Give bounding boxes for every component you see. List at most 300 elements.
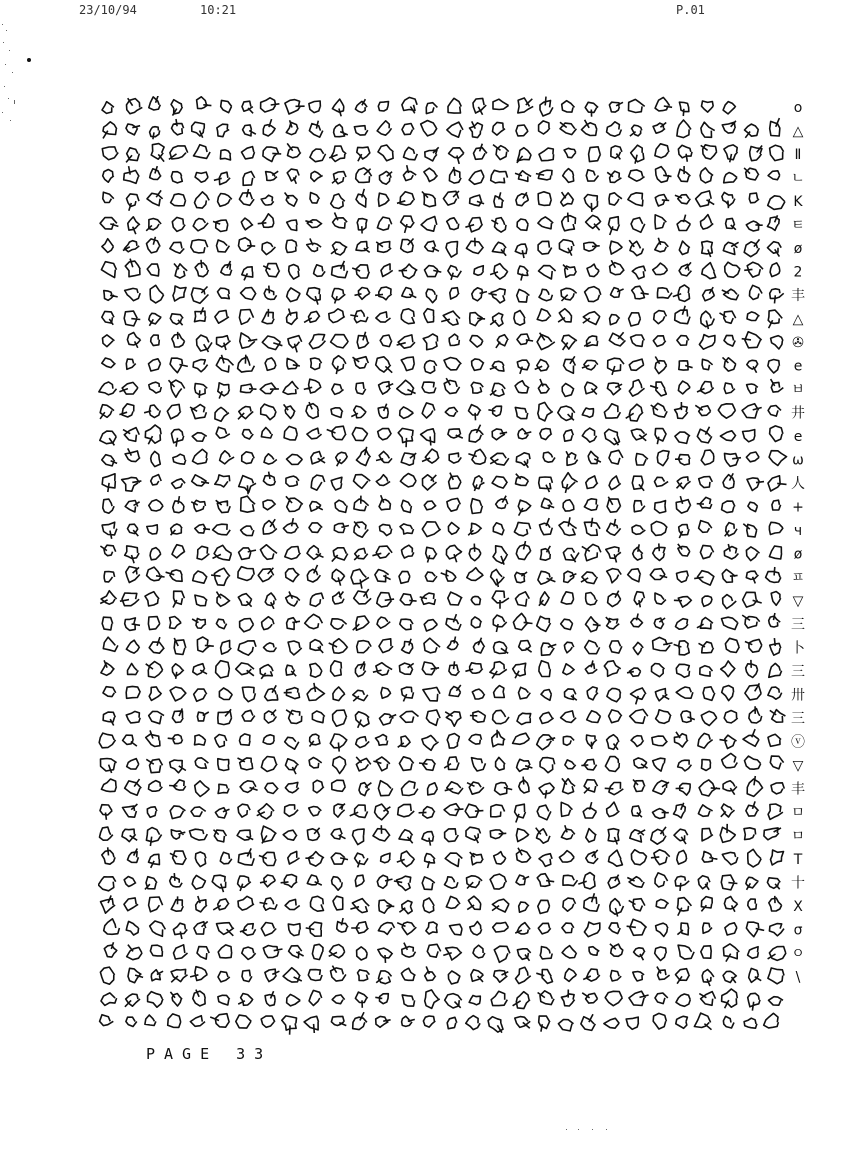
script-glyph: [450, 924, 463, 935]
script-glyph: [611, 146, 622, 160]
script-glyph: [353, 690, 368, 701]
script-glyph: [770, 289, 784, 304]
script-glyph: [356, 447, 370, 466]
script-glyph: [146, 219, 161, 231]
script-glyph: [445, 853, 462, 866]
script-glyph: [260, 383, 279, 394]
script-glyph: [769, 896, 782, 911]
script-glyph: [720, 311, 736, 323]
script-glyph: [585, 102, 598, 116]
script-glyph: [124, 311, 140, 326]
script-glyph: [422, 522, 440, 537]
script-glyph: [722, 569, 737, 582]
script-glyph: [631, 688, 646, 704]
script-glyph: [221, 261, 232, 275]
script-glyph: [564, 430, 574, 441]
script-glyph: [472, 288, 487, 301]
script-glyph: [701, 711, 717, 725]
script-glyph: [541, 690, 551, 701]
script-glyph: [264, 286, 276, 300]
script-glyph: [103, 335, 115, 347]
margin-symbol: 三: [791, 711, 805, 727]
script-glyph: [749, 968, 762, 982]
script-glyph: [286, 569, 300, 582]
bottom-scan-mark: [566, 1116, 616, 1118]
script-glyph: [193, 449, 208, 464]
script-glyph: [748, 849, 761, 867]
script-glyph: [218, 709, 232, 724]
script-glyph: [653, 809, 669, 819]
script-glyph: [653, 123, 666, 134]
script-glyph: [375, 287, 392, 300]
script-glyph: [723, 1016, 734, 1028]
script-glyph: [629, 99, 645, 112]
script-glyph: [125, 501, 139, 513]
script-glyph: [700, 545, 713, 558]
script-glyph: [353, 357, 369, 369]
script-glyph: [703, 923, 712, 933]
script-glyph: [192, 875, 206, 889]
script-glyph: [609, 710, 622, 723]
script-glyph: [288, 336, 302, 353]
script-glyph: [424, 638, 440, 653]
script-glyph: [195, 172, 208, 182]
script-glyph: [148, 992, 163, 1008]
script-glyph: [123, 735, 137, 746]
script-glyph: [126, 640, 139, 653]
script-glyph: [173, 591, 184, 607]
script-glyph: [584, 499, 597, 510]
script-glyph: [308, 970, 322, 981]
script-glyph: [210, 1014, 229, 1027]
script-glyph: [539, 148, 554, 161]
script-glyph: [445, 712, 461, 727]
script-glyph: [631, 429, 646, 441]
script-glyph: [242, 970, 252, 981]
script-glyph: [238, 641, 256, 655]
script-glyph: [678, 760, 692, 771]
script-glyph: [655, 947, 667, 961]
script-glyph: [242, 267, 253, 281]
script-glyph: [257, 804, 274, 819]
script-glyph: [373, 663, 392, 676]
script-glyph: [679, 361, 693, 370]
script-glyph: [750, 285, 763, 299]
script-glyph: [375, 804, 391, 820]
script-glyph: [537, 616, 551, 631]
script-glyph: [515, 923, 530, 934]
script-glyph: [265, 358, 276, 370]
script-glyph: [676, 783, 691, 795]
script-glyph: [653, 781, 669, 795]
script-glyph: [266, 171, 279, 180]
script-glyph: [768, 242, 782, 257]
script-glyph: [771, 592, 781, 606]
script-glyph: [332, 548, 348, 562]
script-glyph: [607, 171, 621, 182]
script-glyph: [401, 239, 414, 253]
script-glyph: [515, 381, 529, 393]
script-glyph: [652, 736, 668, 746]
script-glyph: [127, 194, 140, 211]
script-glyph: [519, 641, 532, 653]
script-glyph: [147, 807, 157, 818]
script-glyph: [102, 358, 116, 368]
script-glyph: [283, 968, 302, 982]
script-glyph: [491, 991, 507, 1005]
script-glyph: [285, 737, 299, 749]
margin-symbol: 2: [793, 264, 803, 281]
margin-symbol: ▽: [792, 593, 804, 610]
script-glyph: [286, 476, 299, 486]
script-glyph: [307, 288, 321, 305]
script-glyph: [394, 876, 411, 890]
script-glyph: [441, 570, 457, 581]
script-glyph: [702, 760, 711, 771]
script-glyph: [305, 614, 323, 628]
script-glyph: [656, 923, 668, 936]
script-glyph: [285, 782, 298, 792]
script-glyph: [238, 896, 254, 910]
script-glyph: [471, 382, 483, 393]
script-glyph: [419, 760, 436, 771]
script-glyph: [149, 854, 160, 868]
script-glyph: [744, 239, 759, 256]
script-glyph: [586, 476, 598, 489]
script-glyph: [723, 971, 737, 983]
script-glyph: [171, 100, 182, 116]
script-glyph: [632, 806, 642, 817]
script-glyph: [332, 995, 344, 1004]
script-glyph: [679, 102, 688, 116]
script-glyph: [494, 192, 504, 207]
script-glyph: [540, 518, 553, 535]
script-glyph: [239, 476, 256, 495]
script-glyph: [492, 429, 507, 440]
script-glyph: [471, 617, 481, 628]
script-glyph: [381, 853, 391, 863]
script-glyph: [150, 921, 166, 936]
script-glyph: [399, 830, 413, 844]
script-glyph: [378, 948, 393, 963]
script-glyph: [695, 405, 710, 415]
script-glyph: [652, 664, 665, 677]
script-glyph: [218, 972, 230, 982]
script-glyph: [307, 875, 322, 885]
script-glyph: [355, 712, 369, 728]
script-glyph: [102, 847, 115, 864]
script-glyph: [221, 100, 232, 112]
margin-symbol: ч: [793, 523, 803, 539]
script-glyph: [582, 120, 597, 136]
script-glyph: [768, 687, 782, 699]
script-glyph: [608, 591, 621, 607]
script-glyph: [676, 969, 690, 984]
script-glyph: [657, 967, 670, 980]
script-glyph: [310, 640, 323, 653]
script-glyph: [402, 943, 416, 958]
script-glyph: [400, 619, 413, 630]
script-glyph: [655, 195, 669, 207]
script-glyph: [513, 992, 530, 1009]
script-glyph: [516, 967, 531, 983]
script-glyph: [447, 122, 463, 137]
script-glyph: [496, 496, 508, 509]
script-glyph: [329, 945, 345, 958]
script-glyph: [356, 737, 370, 748]
script-glyph: [125, 994, 140, 1007]
script-glyph: [610, 260, 625, 274]
script-glyph: [445, 877, 458, 889]
script-glyph: [539, 121, 550, 134]
script-glyph: [768, 406, 781, 417]
script-glyph: [174, 264, 187, 279]
script-glyph: [304, 1016, 318, 1033]
script-glyph: [173, 286, 186, 301]
script-glyph: [261, 195, 274, 205]
script-glyph: [630, 125, 642, 136]
script-glyph: [678, 945, 694, 959]
script-glyph: [331, 194, 345, 209]
script-glyph: [195, 595, 207, 606]
script-glyph: [723, 595, 737, 609]
script-glyph: [284, 805, 298, 817]
script-glyph: [218, 194, 232, 207]
script-glyph: [653, 1013, 666, 1029]
script-glyph: [351, 569, 369, 588]
script-glyph: [449, 334, 459, 345]
script-glyph: [426, 710, 440, 725]
script-glyph: [725, 523, 737, 537]
script-glyph: [516, 848, 531, 862]
script-glyph: [333, 213, 348, 229]
script-glyph: [260, 545, 277, 560]
script-glyph: [171, 969, 187, 982]
script-glyph: [722, 753, 738, 767]
script-glyph: [381, 264, 393, 277]
script-glyph: [651, 521, 667, 535]
script-glyph: [650, 382, 666, 396]
script-glyph: [216, 500, 231, 512]
script-glyph: [540, 947, 552, 959]
script-glyph: [443, 947, 462, 960]
margin-symbol: 卜: [791, 640, 805, 657]
script-glyph: [172, 217, 185, 231]
script-glyph: [467, 896, 481, 909]
script-glyph: [331, 477, 342, 490]
script-glyph: [333, 757, 346, 774]
script-glyph: [331, 335, 349, 348]
script-glyph: [582, 428, 596, 442]
script-glyph: [122, 477, 142, 491]
script-glyph: [376, 312, 391, 322]
script-glyph: [627, 877, 644, 888]
script-glyph: [376, 451, 392, 462]
script-glyph: [354, 589, 371, 604]
script-glyph: [149, 687, 161, 701]
script-glyph: [378, 404, 388, 419]
script-glyph: [103, 499, 114, 513]
script-glyph: [694, 571, 714, 585]
script-glyph: [355, 875, 364, 886]
script-glyph: [466, 827, 481, 843]
script-glyph: [286, 496, 303, 511]
script-glyph: [723, 242, 738, 254]
script-glyph: [607, 519, 621, 535]
script-glyph: [769, 613, 781, 627]
script-glyph: [650, 569, 667, 580]
script-glyph: [240, 781, 258, 793]
script-glyph: [398, 736, 411, 747]
script-glyph: [700, 168, 713, 183]
script-glyph: [125, 259, 140, 277]
script-glyph: [699, 477, 713, 488]
script-glyph: [307, 238, 321, 251]
script-glyph: [494, 946, 510, 962]
script-glyph: [447, 498, 460, 511]
script-glyph: [332, 780, 346, 791]
script-glyph: [191, 287, 208, 304]
script-glyph: [421, 217, 437, 232]
script-glyph: [145, 1015, 156, 1026]
script-glyph: [699, 642, 714, 653]
script-glyph: [329, 309, 345, 323]
script-glyph: [331, 966, 346, 982]
script-glyph: [380, 171, 393, 184]
script-glyph: [585, 287, 601, 302]
script-glyph: [425, 147, 439, 161]
script-glyph: [238, 848, 254, 865]
script-glyph: [398, 804, 415, 816]
script-glyph: [216, 619, 226, 629]
script-glyph: [673, 285, 690, 301]
script-glyph: [212, 875, 226, 892]
script-glyph: [724, 145, 738, 162]
script-glyph: [516, 829, 529, 842]
script-glyph: [742, 404, 762, 418]
script-glyph: [699, 780, 720, 796]
script-glyph: [265, 783, 278, 793]
script-glyph: [354, 522, 368, 538]
script-glyph: [399, 663, 413, 674]
script-glyph: [102, 147, 118, 160]
script-glyph: [441, 311, 460, 325]
script-glyph: [401, 357, 414, 371]
margin-symbol: 三: [791, 617, 805, 633]
script-glyph: [337, 918, 348, 932]
script-glyph: [150, 285, 164, 303]
script-glyph: [609, 923, 620, 934]
margin-symbol: T: [793, 852, 803, 868]
script-glyph: [286, 120, 298, 134]
script-glyph: [428, 783, 438, 795]
script-glyph: [747, 360, 758, 373]
script-glyph: [698, 805, 712, 816]
script-glyph: [353, 829, 365, 845]
script-glyph: [170, 358, 188, 373]
script-glyph: [677, 571, 689, 582]
script-glyph: [471, 596, 481, 604]
script-glyph: [513, 663, 526, 678]
script-glyph: [243, 125, 256, 136]
script-glyph: [354, 475, 371, 489]
script-glyph: [627, 668, 641, 676]
script-glyph: [720, 431, 736, 441]
script-glyph: [192, 475, 209, 486]
margin-symbol: ø: [793, 241, 803, 257]
script-glyph: [286, 592, 300, 607]
script-glyph: [748, 993, 760, 1010]
script-glyph: [397, 380, 416, 394]
script-glyph: [771, 783, 784, 794]
script-glyph: [287, 454, 303, 464]
script-glyph: [377, 875, 392, 888]
script-glyph: [264, 454, 277, 464]
script-glyph: [195, 758, 208, 768]
script-glyph: [376, 357, 393, 373]
script-glyph: [725, 262, 741, 277]
script-glyph: [537, 805, 551, 820]
script-glyph: [192, 122, 205, 138]
margin-symbol: ㅂ: [791, 382, 805, 398]
script-glyph: [609, 476, 621, 490]
script-glyph: [214, 172, 230, 184]
script-glyph: [585, 641, 600, 654]
script-glyph: [493, 615, 506, 632]
script-glyph: [307, 565, 320, 582]
script-glyph: [604, 661, 620, 677]
script-glyph: [493, 99, 509, 109]
script-glyph: [171, 172, 182, 183]
script-glyph: [258, 214, 274, 228]
script-glyph: [581, 759, 596, 770]
script-glyph: [353, 1012, 367, 1029]
script-glyph: [101, 779, 116, 792]
script-glyph: [491, 569, 505, 587]
script-glyph: [564, 148, 576, 157]
script-glyph: [720, 735, 737, 748]
script-glyph: [332, 877, 343, 891]
script-glyph: [697, 427, 712, 443]
script-glyph: [626, 1017, 638, 1029]
script-glyph: [240, 924, 256, 936]
script-glyph: [100, 545, 115, 556]
script-glyph: [746, 571, 758, 583]
script-glyph: [424, 501, 436, 510]
script-glyph: [305, 852, 324, 867]
script-glyph: [424, 309, 434, 323]
script-glyph: [722, 686, 734, 701]
script-glyph: [402, 97, 417, 113]
script-glyph: [375, 994, 388, 1004]
margin-symbol: ø: [793, 546, 803, 563]
script-glyph: [171, 429, 183, 446]
script-glyph: [331, 408, 343, 418]
script-glyph: [310, 734, 320, 746]
script-glyph: [378, 145, 393, 161]
script-glyph: [101, 660, 115, 675]
script-glyph: [515, 1017, 530, 1029]
script-glyph: [190, 1016, 205, 1027]
script-glyph: [444, 378, 459, 394]
script-glyph: [536, 170, 552, 180]
script-glyph: [515, 407, 527, 418]
script-glyph: [146, 730, 160, 746]
script-glyph: [126, 1017, 137, 1026]
script-glyph: [171, 896, 183, 911]
script-glyph: [99, 733, 115, 748]
script-glyph: [242, 687, 255, 702]
